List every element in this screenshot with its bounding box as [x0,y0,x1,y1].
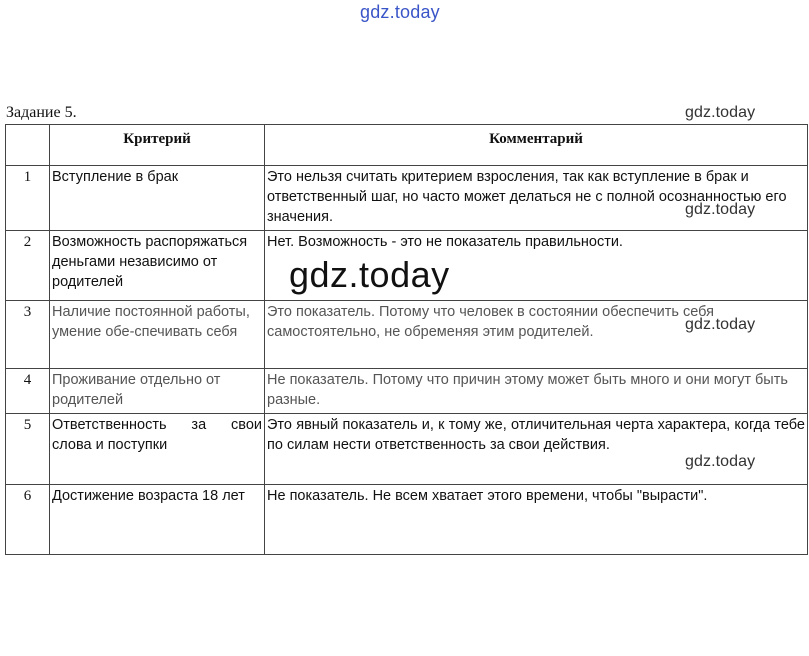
task-title: Задание 5. [6,104,77,121]
table-row [6,414,808,485]
watermark: gdz.today [685,104,756,121]
row-criterion: Проживание отдельно от родителей [50,369,265,414]
table-header-row [6,125,808,166]
row-comment: Это явный показатель и, к тому же, отличительная черта характера, когда тебе по силам нести ответственность за свои действия. [265,414,808,485]
row-criterion: Наличие постоянной работы, умение обе-спечивать себя [50,301,265,369]
table-row [6,485,808,555]
row-number: 1 [6,166,50,231]
watermark: gdz.today [685,453,756,470]
row-number: 6 [6,485,50,555]
row-criterion: Ответственность за свои слова и поступки [50,414,265,485]
header-number [6,125,50,166]
row-number: 3 [6,301,50,369]
header-criterion: Критерий [50,125,265,166]
table-row [6,301,808,369]
header-comment: Комментарий [265,125,808,166]
row-comment: Нет. Возможность - это не показатель правильности. [265,231,808,301]
watermark: gdz.today [685,316,756,333]
row-comment: Это показатель. Потому что человек в состоянии обеспечить себя самостоятельно, не обременяя этим родителей. [265,301,808,369]
row-criterion: Достижение возраста 18 лет [50,485,265,555]
row-comment: Это нельзя считать критерием взросления, так как вступление в брак и ответственный шаг, но часто может делаться не с полной осознанностью его значения. [265,166,808,231]
row-number: 2 [6,231,50,301]
row-comment: Не показатель. Потому что причин этому может быть много и они могут быть разные. [265,369,808,414]
row-comment: Не показатель. Не всем хватает этого времени, чтобы "вырасти". [265,485,808,555]
row-criterion: Вступление в брак [50,166,265,231]
criteria-table [5,124,808,555]
row-criterion: Возможность распоряжаться деньгами независимо от родителей [50,231,265,301]
row-number: 5 [6,414,50,485]
table-row [6,166,808,231]
table-row [6,369,808,414]
watermark-top: gdz.today [360,2,440,22]
row-number: 4 [6,369,50,414]
watermark: gdz.today [685,201,756,218]
watermark-large: gdz.today [289,254,450,295]
